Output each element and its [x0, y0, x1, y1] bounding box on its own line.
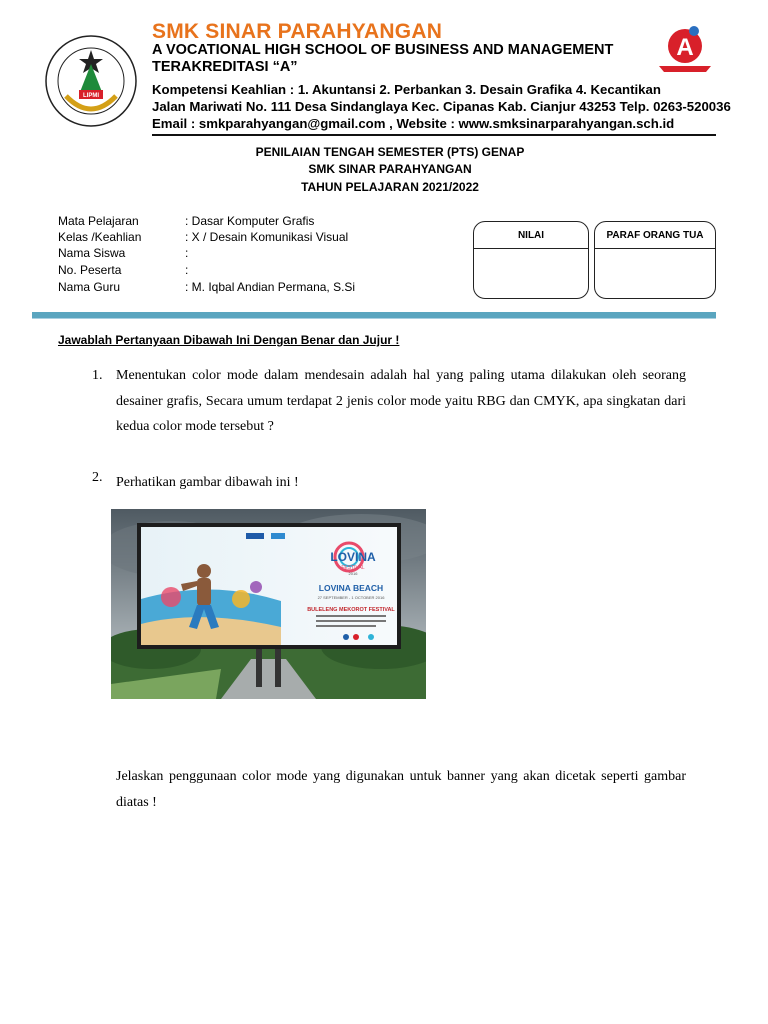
info-value-subject: : Dasar Komputer Grafis: [185, 214, 315, 228]
question-1-text: Menentukan color mode dalam mendesain adalah hal yang paling utama dilakukan oleh seorang desainer grafis, Secara umum terdapat 2 jenis color mode yaitu RBG dan CMYK, apa singkatan dari kedua color mode tersebut ?: [116, 368, 686, 434]
parent-signature-label: PARAF ORANG TUA: [595, 222, 715, 249]
info-label-class: Kelas /Keahlian: [58, 230, 142, 244]
instruction-text: Jawablah Pertanyaan Dibawah Ini Dengan Benar dan Jujur !: [58, 333, 400, 347]
svg-text:A: A: [676, 34, 694, 61]
svg-text:BULELENG MEKOROT FESTIVAL: BULELENG MEKOROT FESTIVAL: [307, 607, 395, 613]
info-value-student-name[interactable]: :: [185, 246, 189, 260]
accreditation-label: TERAKREDITASI “A”: [152, 59, 298, 75]
section-divider-shadow: [32, 318, 716, 319]
svg-text:LOVINA: LOVINA: [330, 550, 376, 564]
svg-text:LOVINA BEACH: LOVINA BEACH: [318, 583, 384, 593]
accreditation-badge: [656, 24, 714, 74]
school-tagline: A VOCATIONAL HIGH SCHOOL OF BUSINESS AND MANAGEMENT: [152, 42, 614, 58]
score-box-label: NILAI: [474, 222, 588, 249]
school-logo: [44, 34, 138, 128]
info-label-teacher: Nama Guru: [58, 280, 121, 294]
competency-line: Kompetensi Keahlian : 1. Akuntansi 2. Perbankan 3. Desain Grafika 4. Kecantikan: [152, 82, 661, 97]
info-label-participant-no: No. Peserta: [58, 263, 122, 277]
school-name: SMK SINAR PARAHYANGAN: [152, 20, 443, 43]
svg-text:27 SEPTEMBER - 1 OCTOBER 2016: 27 SEPTEMBER - 1 OCTOBER 2016: [317, 595, 385, 600]
svg-text:LIPMI: LIPMI: [83, 93, 99, 99]
exam-year: TAHUN PELAJARAN 2021/2022: [301, 180, 479, 194]
svg-text:FESTIVAL: FESTIVAL: [341, 565, 365, 571]
info-value-class: : X / Desain Komunikasi Visual: [185, 230, 349, 244]
question-2-follow-up: Jelaskan penggunaan color mode yang digunakan untuk banner yang akan dicetak seperti gambar diatas !: [116, 769, 686, 810]
exam-school: SMK SINAR PARAHYANGAN: [308, 162, 472, 176]
score-box[interactable]: [473, 221, 589, 299]
info-value-teacher: : M. Iqbal Andian Permana, S.Si: [185, 280, 356, 294]
header-rule: [152, 134, 716, 136]
question-2-text: Perhatikan gambar dibawah ini !: [116, 475, 299, 490]
info-value-participant-no[interactable]: :: [185, 263, 189, 277]
question-2-number: 2.: [92, 470, 103, 485]
contact-line: Email : smkparahyangan@gmail.com , Website : www.smksinarparahyangan.sch.id: [152, 116, 675, 131]
exam-title: PENILAIAN TENGAH SEMESTER (PTS) GENAP: [255, 145, 525, 159]
question-1-number: 1.: [92, 368, 103, 383]
svg-text:2016: 2016: [348, 571, 358, 576]
parent-signature-box[interactable]: [594, 221, 716, 299]
info-label-student-name: Nama Siswa: [58, 246, 126, 260]
billboard-image: [111, 509, 426, 699]
info-label-subject: Mata Pelajaran: [58, 214, 139, 228]
address-line: Jalan Mariwati No. 111 Desa Sindanglaya Kec. Cipanas Kab. Cianjur 43253 Telp. 0263-520036: [152, 99, 731, 114]
